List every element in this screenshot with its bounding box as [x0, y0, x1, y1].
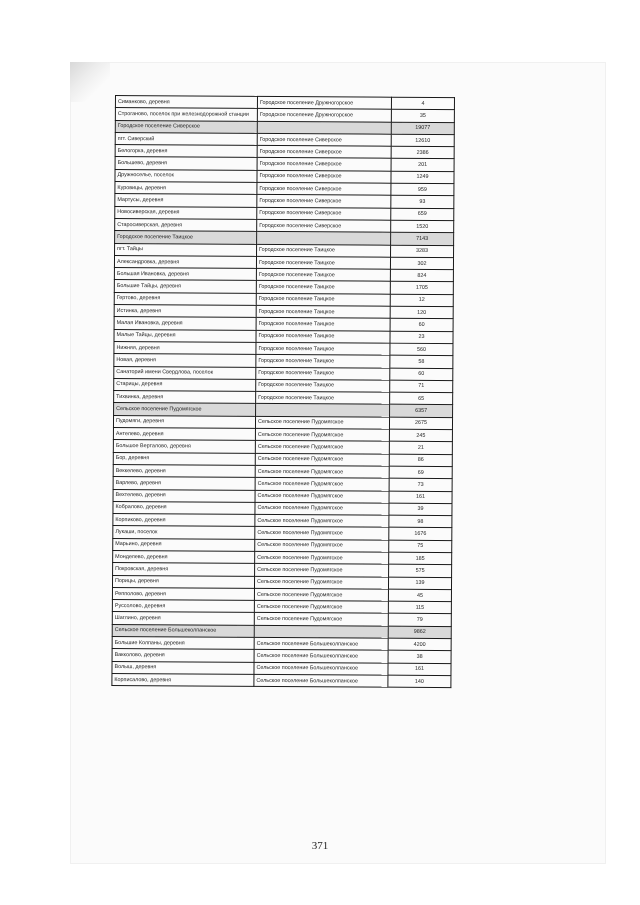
cell-settlement: Городское поселение Дружногорское: [257, 96, 391, 109]
cell-locality-name: Сельское поселение Большеколпанское: [112, 624, 254, 637]
cell-population: 1676: [389, 528, 452, 541]
cell-locality-name: Марьино, деревня: [113, 538, 255, 551]
cell-settlement: Сельское поселение Пудомягское: [255, 527, 389, 540]
cell-population: 39: [389, 503, 452, 516]
cell-population: 161: [388, 663, 451, 676]
cell-population: 60: [390, 368, 453, 381]
cell-locality-name: Шаглино, деревня: [112, 612, 254, 625]
cell-settlement: Городское поселение Сиверское: [257, 182, 391, 195]
cell-locality-name: Истинка, деревня: [114, 305, 256, 318]
cell-settlement: Городское поселение Сиверское: [257, 219, 391, 232]
cell-population: 185: [389, 552, 452, 565]
cell-locality-name: Монделево, деревня: [113, 550, 255, 563]
cell-settlement: [254, 625, 388, 638]
cell-locality-name: Александровка, деревня: [114, 255, 256, 268]
cell-population: 75: [389, 540, 452, 553]
cell-locality-name: Большая Ивановка, деревня: [114, 268, 256, 281]
cell-population: 1249: [391, 171, 454, 184]
cell-settlement: Сельское поселение Пудомягское: [254, 588, 388, 601]
cell-population: 120: [390, 306, 453, 319]
cell-population: 23: [390, 331, 453, 344]
cell-locality-name: Симанково, деревня: [115, 96, 257, 109]
cell-settlement: Городское поселение Сиверское: [257, 195, 391, 208]
cell-settlement: Городское поселение Таицкое: [256, 281, 390, 294]
cell-population: 86: [389, 454, 452, 467]
cell-population: 73: [389, 478, 452, 491]
cell-settlement: Городское поселение Таицкое: [256, 391, 390, 404]
cell-settlement: Сельское поселение Большеколпанское: [254, 674, 388, 687]
cell-locality-name: Лукаши, поселок: [113, 526, 255, 539]
cell-locality-name: Гертово, деревня: [114, 292, 256, 305]
cell-population: 139: [388, 577, 451, 590]
cell-population: 12: [390, 294, 453, 307]
cell-settlement: Городское поселение Сиверское: [257, 158, 391, 171]
cell-locality-name: Варлево, деревня: [113, 477, 255, 490]
cell-settlement: Городское поселение Таицкое: [257, 244, 391, 257]
cell-settlement: Городское поселение Сиверское: [257, 207, 391, 220]
cell-population: 201: [391, 159, 454, 172]
cell-locality-name: Кобралово, деревня: [113, 501, 255, 514]
cell-settlement: Сельское поселение Пудомягское: [254, 601, 388, 614]
cell-locality-name: Мартусы, деревня: [115, 194, 257, 207]
cell-population: 93: [391, 196, 454, 209]
cell-locality-name: Новосиверская, деревня: [115, 206, 257, 219]
cell-population: 19077: [391, 122, 454, 135]
cell-settlement: Городское поселение Таицкое: [256, 256, 390, 269]
cell-locality-name: пгт. Сиверский: [115, 132, 257, 145]
cell-locality-name: Бор, деревня: [113, 452, 255, 465]
cell-settlement: Сельское поселение Пудомягское: [255, 514, 389, 527]
cell-locality-name: Вехтелево, деревня: [113, 489, 255, 502]
cell-settlement: Городское поселение Таицкое: [256, 330, 390, 343]
cell-settlement: Сельское поселение Пудомягское: [255, 441, 389, 454]
cell-locality-name: Сельское поселение Пудомягское: [114, 403, 256, 416]
cell-settlement: Городское поселение Таицкое: [256, 305, 390, 318]
cell-settlement: Сельское поселение Пудомягское: [254, 613, 388, 626]
cell-locality-name: Санаторий имени Свердлова, поселок: [114, 366, 256, 379]
cell-settlement: [257, 232, 391, 245]
cell-population: 659: [391, 208, 454, 221]
cell-population: 21: [389, 441, 452, 454]
cell-locality-name: Корпиково, деревня: [113, 514, 255, 527]
cell-population: 140: [388, 675, 451, 688]
cell-locality-name: Большево, деревня: [115, 157, 257, 170]
cell-population: 4200: [388, 638, 451, 651]
cell-population: 58: [390, 355, 453, 368]
cell-locality-name: Волыш, деревня: [112, 661, 254, 674]
cell-population: 9862: [388, 626, 451, 639]
cell-settlement: Городское поселение Сиверское: [257, 146, 391, 159]
cell-locality-name: пгт. Тайцы: [115, 243, 257, 256]
cell-locality-name: Порицы, деревня: [112, 575, 254, 588]
cell-settlement: Сельское поселение Пудомягское: [255, 428, 389, 441]
cell-population: 69: [389, 466, 452, 479]
cell-settlement: Сельское поселение Пудомягское: [255, 490, 389, 503]
cell-population: 560: [390, 343, 453, 356]
cell-locality-name: Малая Ивановка, деревня: [114, 317, 256, 330]
cell-population: 6357: [390, 405, 453, 418]
page-number: 371: [311, 840, 329, 852]
cell-locality-name: Тихвинка, деревня: [114, 391, 256, 404]
cell-settlement: Городское поселение Таицкое: [256, 318, 390, 331]
cell-locality-name: Нижняя, деревня: [114, 341, 256, 354]
cell-population: 60: [390, 319, 453, 332]
cell-locality-name: Покровская, деревня: [113, 563, 255, 576]
cell-settlement: [257, 121, 391, 134]
cell-population: 71: [390, 380, 453, 393]
settlement-population-table: [111, 95, 455, 688]
cell-population: 12610: [391, 134, 454, 147]
cell-settlement: Сельское поселение Пудомягское: [255, 478, 389, 491]
cell-settlement: Сельское поселение Пудомягское: [255, 416, 389, 429]
cell-settlement: Сельское поселение Пудомягское: [255, 551, 389, 564]
cell-locality-name: Белогорка, деревня: [115, 145, 257, 158]
cell-population: 35: [391, 109, 454, 122]
cell-locality-name: Вакколово, деревня: [112, 649, 254, 662]
cell-settlement: Городское поселение Сиверское: [257, 133, 391, 146]
cell-population: 2386: [391, 146, 454, 159]
cell-population: 38: [388, 651, 451, 664]
cell-settlement: [256, 404, 390, 417]
cell-locality-name: Веккелево, деревня: [113, 464, 255, 477]
cell-settlement: Сельское поселение Пудомягское: [255, 539, 389, 552]
cell-population: 245: [389, 429, 452, 442]
table-body: [112, 96, 455, 688]
cell-population: 959: [391, 183, 454, 196]
cell-locality-name: Строганово, поселок при железнодорожной станции: [115, 108, 257, 121]
cell-population: 4: [391, 97, 454, 110]
cell-settlement: Сельское поселение Большеколпанское: [254, 650, 388, 663]
cell-locality-name: Большие Тайцы, деревня: [114, 280, 256, 293]
cell-locality-name: Дружноселье, поселок: [115, 169, 257, 182]
cell-population: 115: [388, 601, 451, 614]
cell-locality-name: Старосиверская, деревня: [115, 218, 257, 231]
cell-locality-name: Городское поселение Таицкое: [115, 231, 257, 244]
cell-population: 1520: [391, 220, 454, 233]
cell-population: 575: [389, 564, 452, 577]
cell-locality-name: Корписалово, деревня: [112, 673, 254, 686]
cell-settlement: Сельское поселение Большеколпанское: [254, 662, 388, 675]
cell-settlement: Городское поселение Таицкое: [256, 293, 390, 306]
cell-locality-name: Новая, деревня: [114, 354, 256, 367]
cell-settlement: Городское поселение Таицкое: [256, 355, 390, 368]
cell-population: 302: [390, 257, 453, 270]
cell-population: 65: [390, 392, 453, 405]
cell-population: 161: [389, 491, 452, 504]
cell-population: 3283: [391, 245, 454, 258]
cell-settlement: Городское поселение Таицкое: [256, 367, 390, 380]
cell-population: 824: [390, 269, 453, 282]
cell-settlement: Сельское поселение Пудомягское: [255, 465, 389, 478]
cell-settlement: Городское поселение Таицкое: [256, 269, 390, 282]
cell-population: 1705: [390, 282, 453, 295]
cell-locality-name: Руссолово, деревня: [112, 600, 254, 613]
cell-locality-name: Старицы, деревня: [114, 378, 256, 391]
cell-settlement: Сельское поселение Пудомягское: [254, 576, 388, 589]
cell-settlement: Городское поселение Таицкое: [256, 379, 390, 392]
cell-population: 45: [388, 589, 451, 602]
cell-settlement: Сельское поселение Пудомягское: [255, 564, 389, 577]
cell-population: 2675: [389, 417, 452, 430]
table-row: [112, 673, 451, 687]
cell-population: 7143: [391, 232, 454, 245]
cell-population: 98: [389, 515, 452, 528]
cell-locality-name: Пудомяги, деревня: [113, 415, 255, 428]
cell-locality-name: Городское поселение Сиверское: [115, 120, 257, 133]
cell-locality-name: Малые Тайцы, деревня: [114, 329, 256, 342]
cell-locality-name: Большие Колпаны, деревня: [112, 637, 254, 650]
cell-settlement: Городское поселение Таицкое: [256, 342, 390, 355]
cell-settlement: Сельское поселение Пудомягское: [255, 453, 389, 466]
page-fold-shadow: [70, 62, 110, 102]
cell-settlement: Городское поселение Дружногорское: [257, 109, 391, 122]
cell-population: 79: [388, 614, 451, 627]
cell-settlement: Сельское поселение Пудомягское: [255, 502, 389, 515]
cell-settlement: Городское поселение Сиверское: [257, 170, 391, 183]
cell-locality-name: Репполово, деревня: [112, 587, 254, 600]
cell-locality-name: Большое Верталово, деревня: [113, 440, 255, 453]
cell-locality-name: Куровицы, деревня: [115, 182, 257, 195]
cell-settlement: Сельское поселение Большеколпанское: [254, 637, 388, 650]
cell-locality-name: Антелево, деревня: [113, 428, 255, 441]
